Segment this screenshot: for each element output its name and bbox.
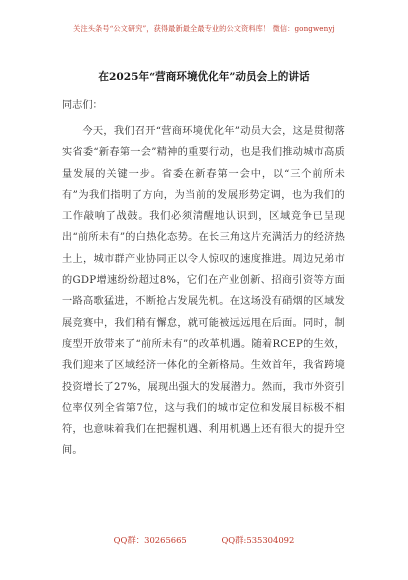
footer-qq-group-2: QQ群:535304092 — [221, 535, 295, 545]
document-body — [62, 121, 345, 462]
salutation: 同志们： — [62, 100, 103, 111]
document-title: 在2025年“营商环境优化年”动员会上的讲话 — [98, 71, 310, 83]
footer-contact — [20, 534, 388, 546]
header-notice: 关注头条号“公文研究”，获得最新最全最专业的公文资料库！ 微信：gongwenyj — [73, 24, 335, 33]
footer-qq-group-1: QQ群：30265665 — [113, 535, 187, 545]
body-paragraph: 今天，我们召开“营商环境优化年”动员大会，这是贯彻落实省委“新春第一会”精神的重要行动，也是我们推动城市高质量发展的关键一步。省委在新春第一会中，以“三个前所未有”为我们指明了方向，为当前的发展形势定调，也为我们的工作敲响了战鼓。我们必须清醒地认识到，区域竞争已呈现出“前所未有”的白热化态势。在长三角这片充满活力的经济热土上，城市群产业协同正以令人惊叹的速度推进。周边兄弟市的GDP增速纷纷超过8%，它们在产业创新、招商引资等方面一路高歌猛进，不断抢占发展先机。在这场没有硝烟的区域发展竞赛中，我们稍有懈怠，就可能被远远甩在后面。同时，制度型开放带来了“前所未有”的改革机遇。随着RCEP的生效，我们迎来了区域经济一体化的全新格局。生效首年，我省跨境投资增长了27%，展现出强大的发展潜力。然而，我市外资引位率仅列全省第7位，这与我们的城市定位和发展目标极不相符，也意味着我们在把握机遇、利用机遇上还有很大的提升空间。 — [62, 126, 345, 457]
